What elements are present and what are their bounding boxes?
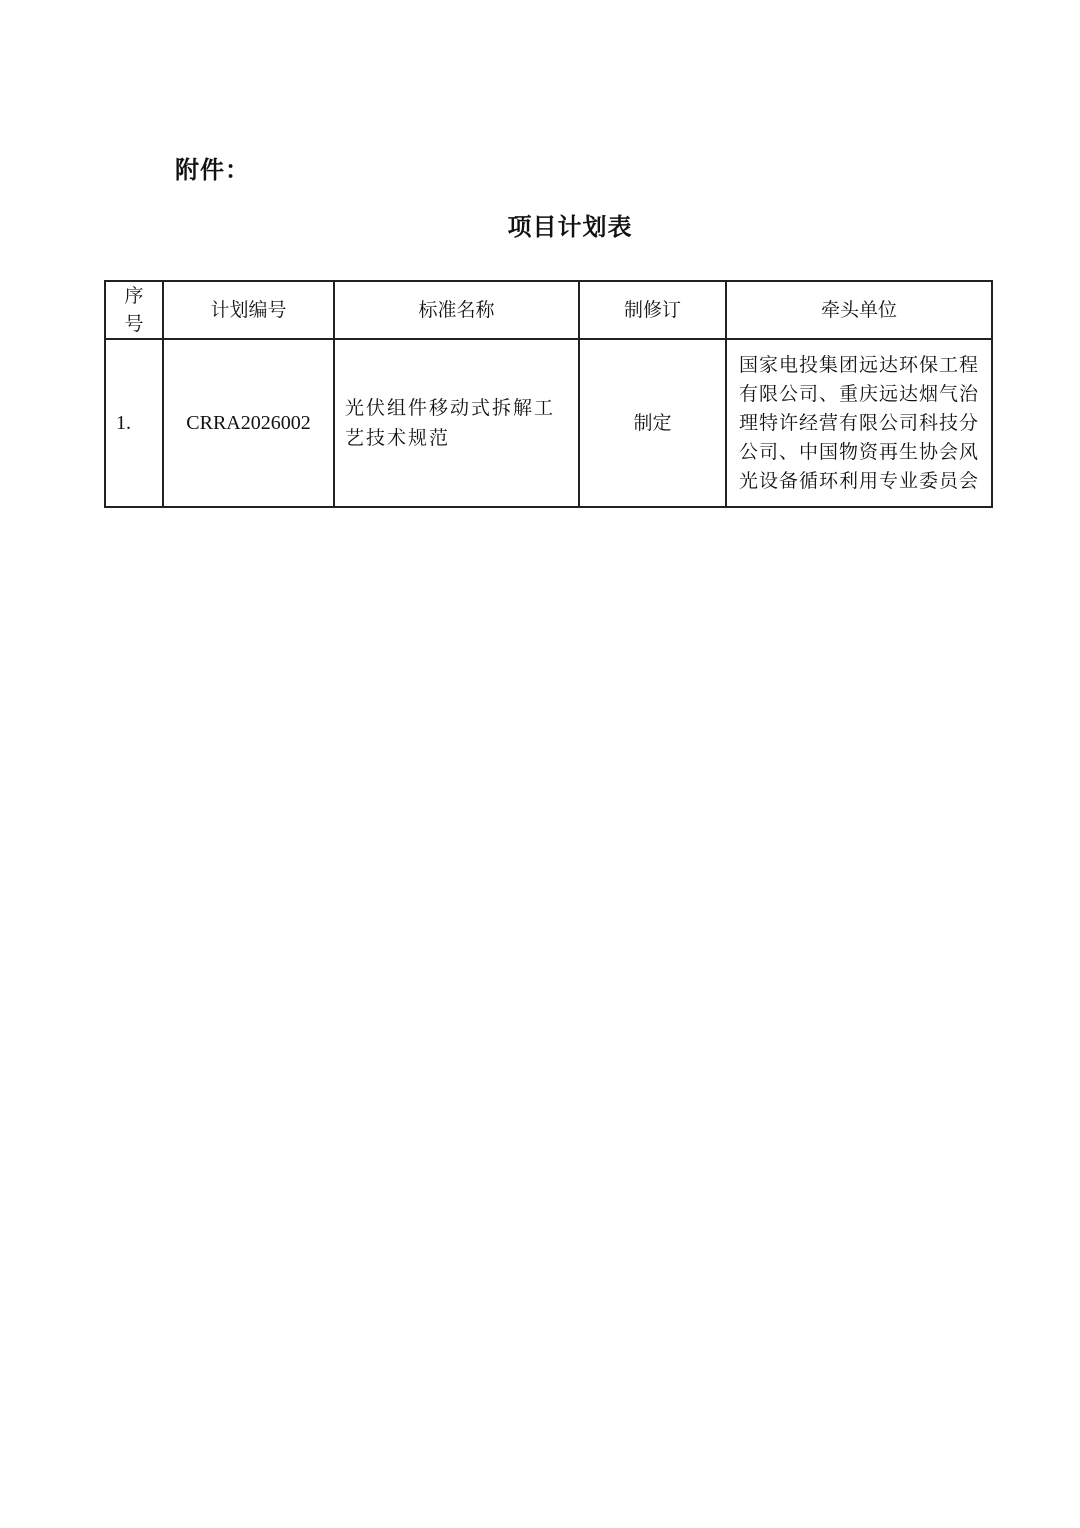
project-plan-table xyxy=(104,280,993,508)
header-revision-type: 制修订 xyxy=(579,281,726,339)
header-plan-code: 计划编号 xyxy=(163,281,334,339)
document-title: 项目计划表 xyxy=(507,212,633,241)
header-seq-line2: 号 xyxy=(124,313,144,335)
table-header-row xyxy=(105,281,992,339)
header-seq xyxy=(105,281,163,339)
cell-seq: 1. xyxy=(105,339,163,507)
cell-standard-name: 光伏组件移动式拆解工艺技术规范 xyxy=(334,339,579,507)
header-standard-name: 标准名称 xyxy=(334,281,579,339)
header-lead-unit: 牵头单位 xyxy=(726,281,992,339)
table-row xyxy=(105,339,992,507)
header-seq-line1: 序 xyxy=(124,285,144,307)
cell-plan-code: CRRA2026002 xyxy=(163,339,334,507)
cell-revision-type: 制定 xyxy=(579,339,726,507)
attachment-label: 附件： xyxy=(175,155,250,184)
cell-lead-unit: 国家电投集团远达环保工程有限公司、重庆远达烟气治理特许经营有限公司科技分公司、中国物资再生协会风光设备循环利用专业委员会 xyxy=(726,339,992,507)
